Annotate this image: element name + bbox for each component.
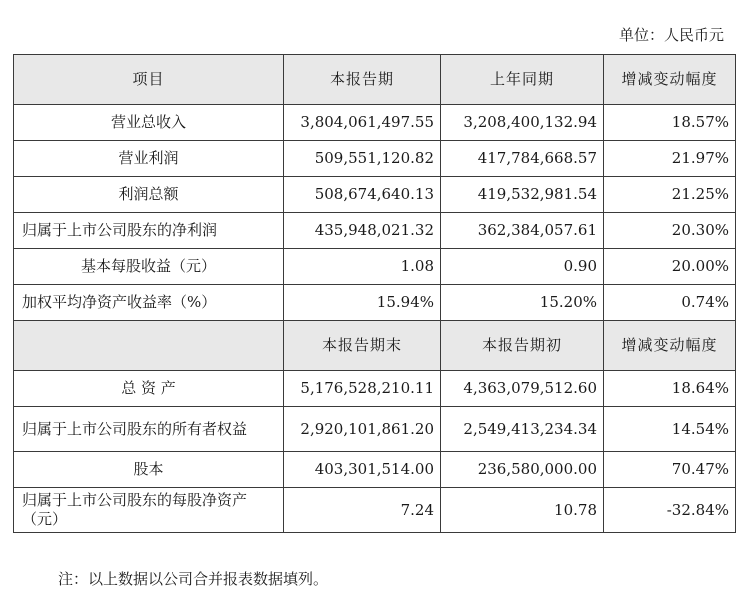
row-change-value: 18.64% [604, 371, 736, 407]
row-change-value: -32.84% [604, 488, 736, 533]
table-row [14, 371, 736, 407]
row-change-value: 20.30% [604, 213, 736, 249]
row-previous-value: 3,208,400,132.94 [441, 105, 604, 141]
table-header-row [14, 55, 736, 105]
row-previous-value: 4,363,079,512.60 [441, 371, 604, 407]
table-row [14, 407, 736, 452]
unit-label: 单位：人民币元 [618, 26, 724, 44]
row-previous-value: 417,784,668.57 [441, 141, 604, 177]
row-change-value: 21.25% [604, 177, 736, 213]
footnote: 注：以上数据以公司合并报表数据填列。 [58, 570, 329, 588]
row-item-label: 加权平均净资产收益率（%） [14, 285, 284, 321]
row-previous-value: 419,532,981.54 [441, 177, 604, 213]
row-item-label: 归属于上市公司股东的所有者权益 [14, 407, 284, 452]
row-current-value: 2,920,101,861.20 [284, 407, 441, 452]
row-current-value: 1.08 [284, 249, 441, 285]
header-cell-change: 增减变动幅度 [604, 55, 736, 105]
row-change-value: 18.57% [604, 105, 736, 141]
row-current-value: 7.24 [284, 488, 441, 533]
header-cell-previous: 上年同期 [441, 55, 604, 105]
table-subheader-row [14, 321, 736, 371]
table-row [14, 141, 736, 177]
row-current-value: 5,176,528,210.11 [284, 371, 441, 407]
table-row [14, 452, 736, 488]
table-row [14, 285, 736, 321]
table-row [14, 213, 736, 249]
row-item-label: 基本每股收益（元） [14, 249, 284, 285]
row-previous-value: 0.90 [441, 249, 604, 285]
row-item-label: 股本 [14, 452, 284, 488]
row-item-label: 归属于上市公司股东的每股净资产（元） [14, 488, 284, 533]
row-item-label: 总 资 产 [14, 371, 284, 407]
row-change-value: 20.00% [604, 249, 736, 285]
row-previous-value: 10.78 [441, 488, 604, 533]
header-cell-item: 项目 [14, 55, 284, 105]
row-current-value: 509,551,120.82 [284, 141, 441, 177]
row-previous-value: 2,549,413,234.34 [441, 407, 604, 452]
subheader-cell-period-start: 本报告期初 [441, 321, 604, 371]
row-item-label: 归属于上市公司股东的净利润 [14, 213, 284, 249]
row-previous-value: 15.20% [441, 285, 604, 321]
row-current-value: 403,301,514.00 [284, 452, 441, 488]
row-change-value: 21.97% [604, 141, 736, 177]
row-current-value: 3,804,061,497.55 [284, 105, 441, 141]
row-current-value: 435,948,021.32 [284, 213, 441, 249]
table-row [14, 177, 736, 213]
row-item-label: 营业利润 [14, 141, 284, 177]
subheader-cell-period-end: 本报告期末 [284, 321, 441, 371]
row-previous-value: 362,384,057.61 [441, 213, 604, 249]
table-row [14, 488, 736, 533]
table-row [14, 105, 736, 141]
row-current-value: 15.94% [284, 285, 441, 321]
row-current-value: 508,674,640.13 [284, 177, 441, 213]
row-change-value: 0.74% [604, 285, 736, 321]
row-change-value: 14.54% [604, 407, 736, 452]
table-row [14, 249, 736, 285]
row-item-label: 营业总收入 [14, 105, 284, 141]
header-cell-current: 本报告期 [284, 55, 441, 105]
subheader-cell-change: 增减变动幅度 [604, 321, 736, 371]
subheader-cell-item [14, 321, 284, 371]
financial-summary-table [13, 54, 736, 533]
row-item-label: 利润总额 [14, 177, 284, 213]
row-previous-value: 236,580,000.00 [441, 452, 604, 488]
row-change-value: 70.47% [604, 452, 736, 488]
